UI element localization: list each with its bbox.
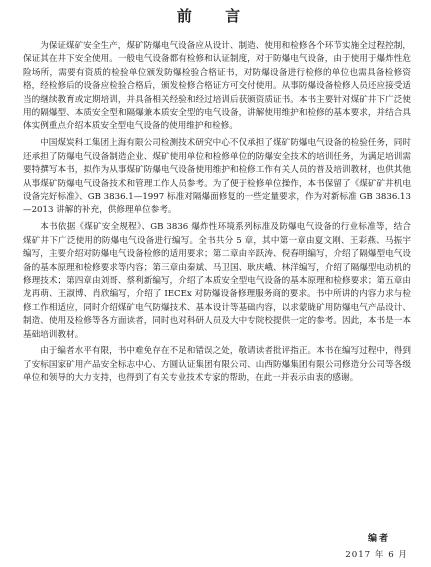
signature: 编者 [367, 534, 390, 544]
paragraph-4: 由于编者水平有限，书中难免存在不足和错误之处，敬请读者批评指正。本书在编写过程中，得到了安标国家矿用产品安全标志中心、方圆认证集团有限公司、山西防爆集团有限公司修造分公司等各级单位和领导的大力支持，也得到了有关专业技术专家的帮助，在此一并表示由衷的感谢。 [23, 346, 411, 384]
date: 2017 年 6 月 [345, 550, 408, 560]
page-title: 前 言 [176, 7, 255, 25]
paragraph-2: 中国煤炭科工集团上海有限公司检测技术研究中心不仅承担了煤矿防爆电气设备的检验任务，同时还承担了防爆电气设备制造企业、煤矿使用单位和检修单位的防爆安全技术的培训任务，为满足培训需要特撰写本书，拟作为从事煤矿防爆电气设备使用维护和检修工作有关人员的普及培训教材，也供其他从事煤矿防爆电气设备技术和管理工作人员参考。为了便于检修单位操作，本书保留了《煤矿矿井机电设备完好标准》、GB 3836.1—1997 标准对隔爆面修复的一些定量要求，作为对新标准 GB 3836.13—2013 讲解的补充，供修理单位参考。 [23, 138, 411, 216]
paragraph-3: 本书依据《煤矿安全规程》、GB 3836 爆炸性环境系列标准及防爆电气设备的行业标准等，结合煤矿井下广泛使用的防爆电气设备进行编写。全书共分 5 章，其中第一章由夏文刚、王彩燕、马振宇编写，主要介绍对防爆电气设备检修的适用要求；第二章由辛跃涛、倪春明编写，介绍了隔爆型电气设备的基本原理和检修要求等内容；第三章由秦斌、马卫国、耿庆峨、林洋编写，介绍了隔爆型电动机的修理技术；第四章由刘哥、蔡利新编写，介绍了本质安全型电气设备的基本原理和检修要求；第五章由龙再萌、王淑博、肖欣编写，介绍了 IECEx 对防爆设备修理服务商的要求。书中所讲的内容力求与检修工作相适应，同时介绍煤矿电气防爆技术、基本设计等基础内容，以求蒙眬矿用防爆电气产品设计、制造、使用及检修等各方面读者，同时也对科研人员及大中专院校提供一定的参考。因此，本书是一本基础培训教材。 [23, 222, 411, 340]
preface-body [23, 40, 411, 389]
paragraph-1: 为保证煤矿安全生产，煤矿防爆电气设备应从设计、制造、使用和检修各个环节实施全过程控制，保证其在井下安全使用。一般电气设备都有检修和认证制度，对于防爆电气设备，由于使用于爆炸性危险场所，需要有资质的检验单位颁发防爆检验合格证书，对防爆设备进行检修的单位也需具备检修资格，经检修后的设备应检验合格后，颁发检修合格证方可交付使用。从事防爆设备检修人员还应接受适当的继续教育或定期培训，并具备相关经验和经过培训后获颁资质证书。本书主要针对煤矿井下广泛使用的隔爆型、本质安全型和隔爆兼本质安全型的电气设备，讲解使用维护和检修的基本要求，并结合具体实例重点介绍本质安全型电气设备的使用维护和检修。 [23, 41, 411, 132]
